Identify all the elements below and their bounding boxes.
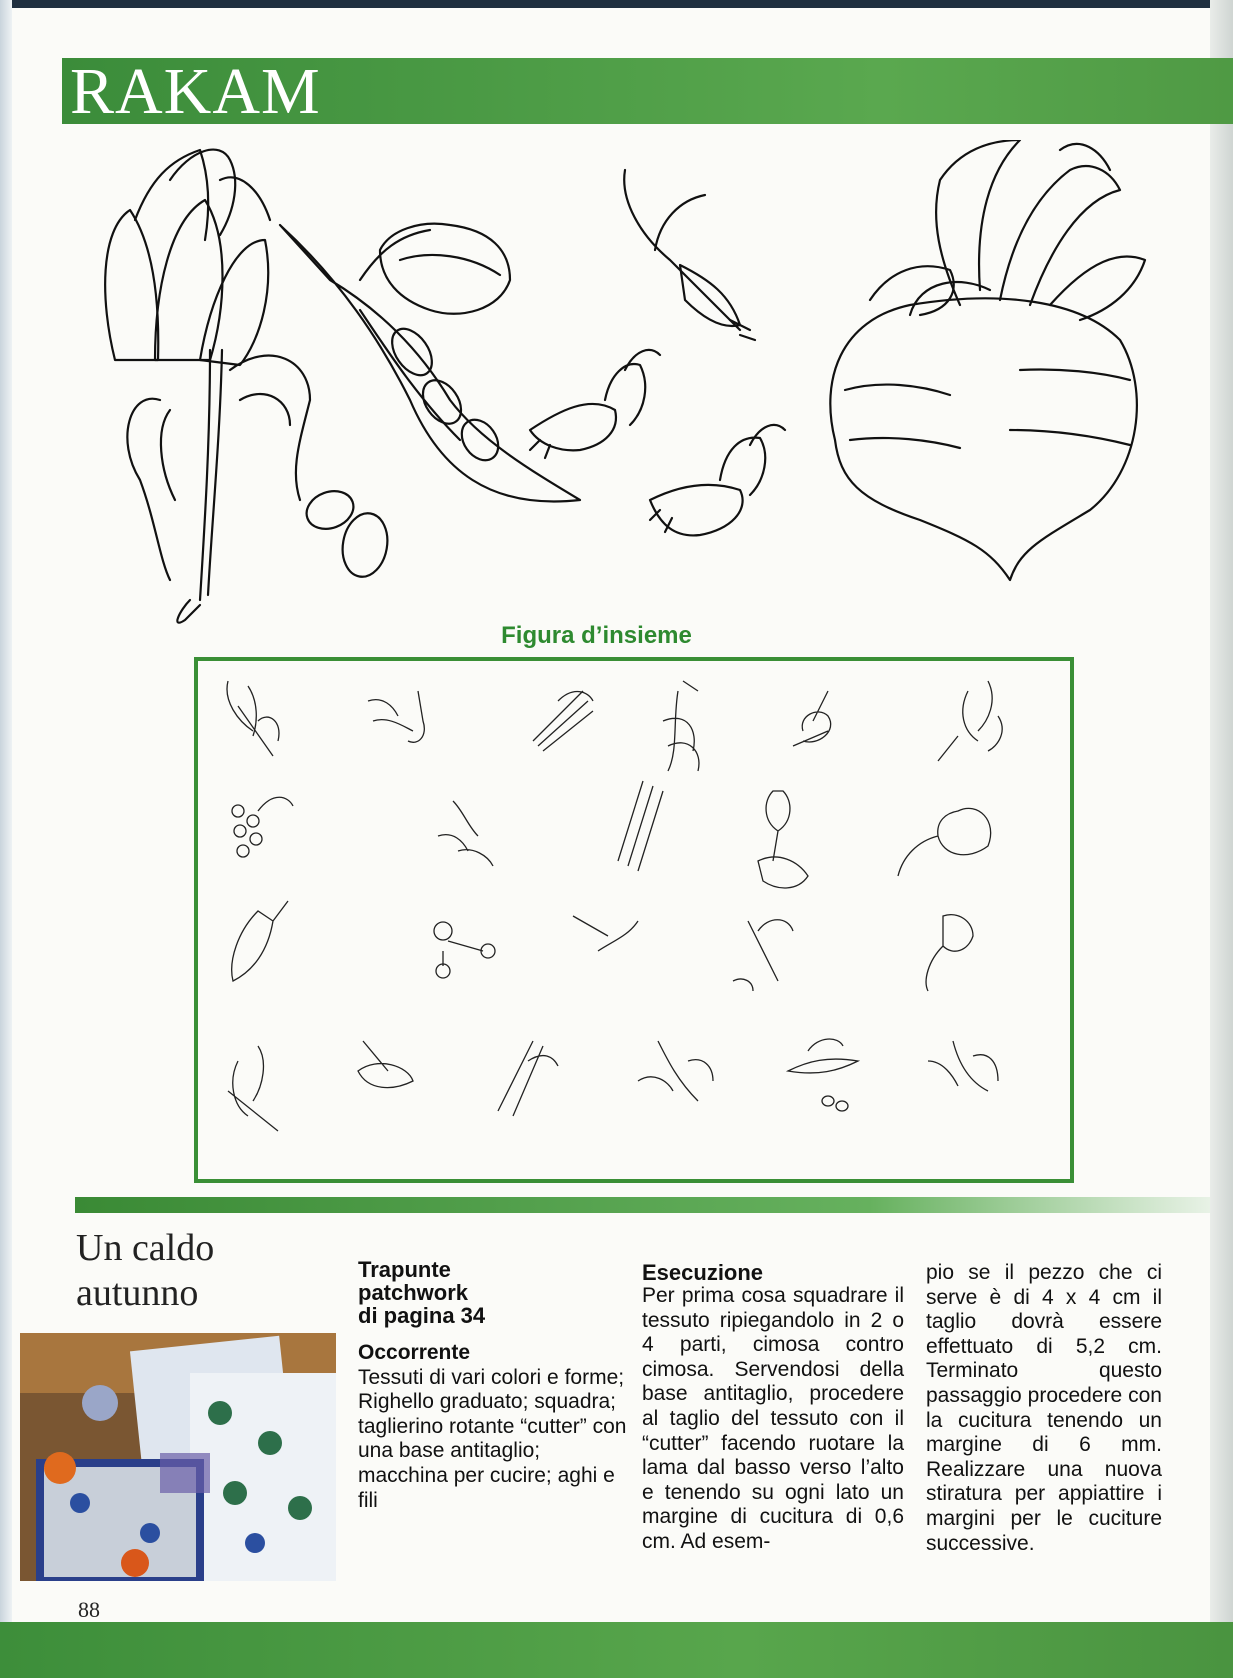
execution-text: Per prima cosa squadrare il tessuto ripiegandolo in 2 o 4 parti, cimosa contro cimosa. Servendosi della base antitaglio, procedere al taglio del tessuto con il “cutter” facendo ruotare la lama dal basso verso l’alto e tenendo su ogni lato un margine di cucitura di 0,6 cm. Ad esem- <box>642 1284 904 1553</box>
motif-artichoke-top-right <box>938 681 1002 761</box>
execution-continued-text: pio se il pezzo che ci serve è di 4 x 4 cm il taglio dovrà essere effettuato di 5,2 cm. Terminato questo passaggio procedere con la cucitura tenendo un margine di 6 mm. Realizzare una nuova stiratura per appiattire i margini per le cuciture successive. <box>926 1261 1162 1555</box>
materials-text: Tessuti di vari colori e forme; Righello graduato; squadra; taglierino rotante “cutter” con una base antitaglio; macchina per cucire; aghi e fili <box>358 1365 627 1512</box>
page-left-edge <box>0 0 12 1678</box>
section-title-line2: autunno <box>76 1272 199 1314</box>
motif-artichoke-bottom-right <box>928 1041 998 1091</box>
figure-caption: Figura d’insieme <box>501 622 692 649</box>
motif-leeks <box>618 781 663 871</box>
motif-plant-center <box>638 1041 713 1101</box>
scattered-motif-drawings <box>198 661 1070 1179</box>
motif-pumpkin-flowers <box>434 922 495 978</box>
motif-artichoke-top-left <box>227 681 279 756</box>
section-title <box>76 1226 356 1316</box>
flower-bud-drawings <box>530 170 785 535</box>
article-heading-line3: di pagina 34 <box>358 1303 486 1328</box>
execution-continued-column <box>926 1261 1162 1556</box>
materials-column <box>358 1258 628 1513</box>
motif-carrot-bundle <box>533 691 593 751</box>
page-number: 88 <box>78 1597 100 1622</box>
motif-artichoke-bottom-left <box>228 1046 278 1131</box>
motif-pea-pod-bottom <box>788 1039 858 1111</box>
article-heading-line2: patchwork <box>358 1280 469 1305</box>
page-top-edge <box>0 0 1233 8</box>
motif-leaf-bottom-left <box>232 901 288 981</box>
motif-pods-small <box>438 801 493 866</box>
motif-bud-1 <box>368 691 424 742</box>
motif-pepper <box>926 915 973 991</box>
overall-layout-figure <box>194 657 1074 1183</box>
execution-column <box>642 1261 904 1555</box>
section-divider <box>75 1197 1210 1213</box>
motif-radish <box>793 691 831 746</box>
article-heading-line1: Trapunte <box>358 1257 451 1282</box>
page-title: RAKAM <box>70 55 321 128</box>
execution-heading: Esecuzione <box>642 1260 764 1285</box>
motif-grape-cluster <box>232 797 293 857</box>
motif-pea-pods-cluster <box>733 920 793 991</box>
section-title-line1: Un caldo <box>76 1227 215 1269</box>
quilt-photo <box>20 1333 336 1581</box>
motif-carrots-bottom <box>498 1041 558 1116</box>
motif-bell-flower <box>766 791 790 861</box>
motif-pea-vine <box>663 681 699 771</box>
embroidery-pattern-drawings <box>60 140 1210 640</box>
motif-cabbage <box>758 857 808 888</box>
motif-gourd-leaf <box>898 808 991 876</box>
materials-subheading: Occorrente <box>358 1341 471 1364</box>
artichoke-drawing <box>105 150 310 623</box>
quilt-photo-illustration <box>20 1333 336 1581</box>
pea-pod-drawing <box>280 224 580 581</box>
motif-chili-pair <box>573 916 638 951</box>
turnip-drawing <box>830 140 1145 580</box>
footer-band <box>0 1622 1233 1678</box>
motif-leaf-pair <box>358 1041 413 1088</box>
page-gutter <box>1210 0 1233 1678</box>
